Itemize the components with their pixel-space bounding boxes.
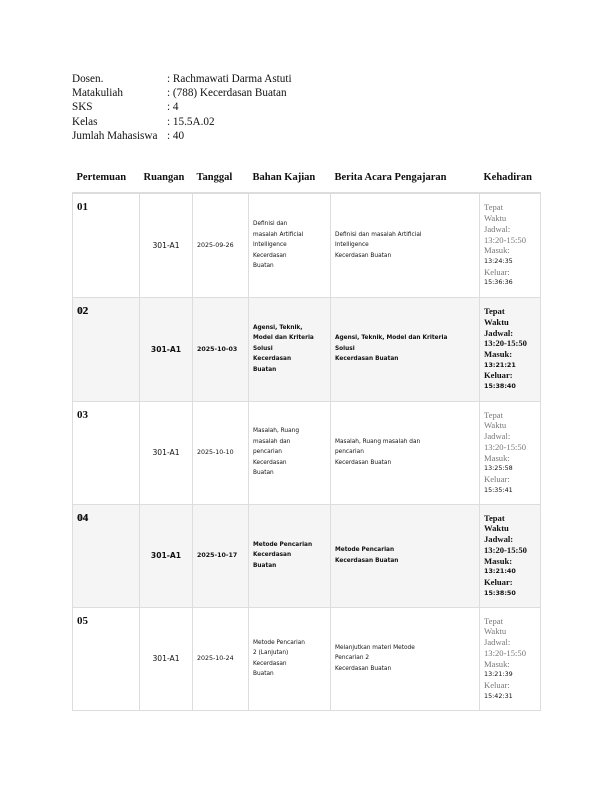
table-header-row [73, 162, 541, 193]
meeting-number: 03 [73, 401, 140, 504]
attendance-status: Waktu [484, 213, 507, 224]
material-line: Kecerdasan [253, 252, 287, 259]
attendance-status: Tepat [484, 306, 505, 317]
attendance-cell [480, 504, 541, 607]
attendance-status: Waktu [484, 420, 507, 431]
material-line: Metode Pencarian [253, 541, 313, 548]
attendance-status: Tepat [484, 202, 503, 213]
column-header-material: Bahan Kajian [249, 162, 331, 193]
schedule-time: 13:20-15:50 [484, 544, 527, 555]
date-cell: 2025-10-24 [193, 607, 249, 710]
material-cell [249, 193, 331, 297]
check-in-time: 13:21:21 [484, 360, 516, 369]
meeting-number: 05 [73, 607, 140, 710]
attendance-status: Waktu [484, 626, 507, 637]
credits-row [72, 100, 292, 114]
schedule-label: Jadwal: [484, 327, 514, 338]
report-line: Intelligence [335, 242, 369, 248]
check-in-time: 13:21:39 [484, 670, 513, 679]
material-line: pencarian [253, 449, 282, 456]
material-line: Kecerdasan [253, 552, 292, 559]
meeting-number: 01 [73, 193, 140, 297]
credits-value: : 4 [167, 101, 179, 114]
course-label: Matakuliah [72, 87, 123, 100]
meeting-number: 02 [73, 297, 140, 401]
report-line: Agensi, Teknik, Model dan Kriteria [335, 335, 448, 342]
date-cell: 2025-09-26 [193, 193, 249, 297]
report-cell [331, 297, 480, 401]
report-line: Kecerdasan Buatan [335, 252, 392, 259]
material-line: Buatan [253, 366, 277, 373]
students-label: Jumlah Mahasiswa [72, 129, 158, 142]
date-cell: 2025-10-17 [193, 504, 249, 607]
schedule-label: Jadwal: [484, 637, 511, 648]
schedule-time: 13:20-15:50 [484, 647, 527, 658]
report-line: Definisi dan masalah Artificial [335, 231, 422, 238]
course-info [72, 72, 292, 143]
column-header-date: Tanggal [193, 162, 249, 193]
check-out-time: 15:35:41 [484, 485, 513, 494]
attendance-cell [480, 193, 541, 297]
check-out-time: 15:36:36 [484, 278, 513, 287]
check-in-time: 13:24:35 [484, 256, 513, 265]
material-line: Masalah, Ruang [253, 428, 299, 435]
material-line: masalah Artificial [253, 231, 304, 238]
report-line: Kecerdasan Buatan [335, 356, 399, 363]
schedule-time: 13:20-15:50 [484, 338, 527, 349]
table-row [73, 193, 541, 297]
column-header-attendance: Kehadiran [480, 162, 541, 193]
room-cell: 301-A1 [140, 193, 193, 297]
meeting-number: 04 [73, 504, 140, 607]
check-in-time: 13:21:40 [484, 567, 516, 576]
column-header-report: Berita Acara Pengajaran [331, 162, 480, 193]
column-header-meeting: Pertemuan [73, 162, 140, 193]
attendance-status: Tepat [484, 615, 503, 626]
material-line: Model dan Kriteria [253, 335, 314, 342]
report-line: pencarian [335, 449, 364, 456]
attendance-status: Tepat [484, 409, 503, 420]
attendance-status: Waktu [484, 316, 509, 327]
material-line: Buatan [253, 671, 274, 677]
table-row [73, 607, 541, 710]
class-row [72, 115, 292, 129]
check-in-time: 13:25:58 [484, 464, 513, 473]
material-line: Agensi, Teknik, [253, 324, 303, 331]
material-line: Buatan [253, 263, 274, 269]
check-out-label: Keluar: [484, 679, 510, 690]
check-out-label: Keluar: [484, 370, 513, 381]
check-in-label: Masuk: [484, 349, 513, 359]
report-line: Melanjutkan materi Metode [335, 644, 415, 651]
schedule-time: 13:20-15:50 [484, 234, 527, 245]
column-header-room: Ruangan [140, 162, 193, 193]
material-line: 2 (Lanjutan) [253, 650, 289, 656]
students-row [72, 129, 292, 143]
report-line: Kecerdasan Buatan [335, 459, 392, 466]
course-value: : (788) Kecerdasan Buatan [167, 87, 287, 100]
attendance-status: Waktu [484, 523, 509, 534]
check-in-label: Masuk: [484, 555, 513, 566]
course-row [72, 86, 292, 100]
check-out-label: Keluar: [484, 266, 510, 277]
schedule-label: Jadwal: [484, 431, 511, 442]
table-row [73, 401, 541, 504]
report-cell [331, 504, 480, 607]
attendance-cell [480, 607, 541, 710]
students-value: : 40 [167, 129, 185, 142]
check-out-label: Keluar: [484, 473, 510, 484]
material-cell [249, 504, 331, 607]
lecturer-label: Dosen. [72, 73, 104, 85]
attendance-table [72, 162, 541, 711]
check-in-label: Masuk: [484, 245, 510, 256]
table-row [73, 297, 541, 401]
class-label: Kelas [72, 115, 98, 128]
report-cell [331, 193, 480, 297]
check-in-label: Masuk: [484, 658, 510, 669]
material-line: Buatan [253, 470, 274, 477]
check-in-label: Masuk: [484, 452, 510, 463]
report-cell [331, 607, 480, 710]
class-value: : 15.5A.02 [167, 115, 215, 128]
check-out-time: 15:38:40 [484, 382, 516, 391]
material-line: Kecerdasan [253, 660, 287, 667]
credits-label: SKS [72, 101, 93, 114]
date-cell: 2025-10-03 [193, 297, 249, 401]
report-line: Kecerdasan Buatan [335, 665, 392, 672]
schedule-label: Jadwal: [484, 223, 511, 234]
check-out-time: 15:42:31 [484, 691, 513, 700]
check-out-time: 15:38:50 [484, 588, 516, 597]
schedule-label: Jadwal: [484, 534, 514, 545]
material-line: Buatan [253, 562, 277, 569]
room-cell: 301-A1 [140, 297, 193, 401]
attendance-cell [480, 401, 541, 504]
material-cell [249, 297, 331, 401]
material-cell [249, 401, 331, 504]
report-line: Kecerdasan Buatan [335, 557, 399, 564]
report-line: Metode Pencarian [335, 547, 395, 553]
material-line: Kecerdasan [253, 459, 287, 466]
room-cell: 301-A1 [140, 504, 193, 607]
material-line: Metode Pencarian [253, 639, 305, 646]
schedule-time: 13:20-15:50 [484, 441, 527, 452]
attendance-cell [480, 297, 541, 401]
material-line: Kecerdasan [253, 356, 292, 363]
material-line: masalah dan [253, 438, 291, 445]
report-line: Solusi [335, 345, 355, 352]
room-cell: 301-A1 [140, 401, 193, 504]
material-line: Definisi dan [253, 221, 288, 227]
material-line: Intelligence [253, 242, 287, 248]
report-cell [331, 401, 480, 504]
material-line: Solusi [253, 345, 273, 352]
attendance-status: Tepat [484, 512, 505, 523]
lecturer-row [72, 72, 292, 86]
material-cell [249, 607, 331, 710]
date-cell: 2025-10-10 [193, 401, 249, 504]
table-row [73, 504, 541, 607]
report-line: Masalah, Ruang masalah dan [335, 438, 421, 445]
report-line: Pencarian 2 [335, 655, 370, 662]
room-cell: 301-A1 [140, 607, 193, 710]
check-out-label: Keluar: [484, 576, 513, 587]
lecturer-value: : Rachmawati Darma Astuti [167, 73, 292, 85]
